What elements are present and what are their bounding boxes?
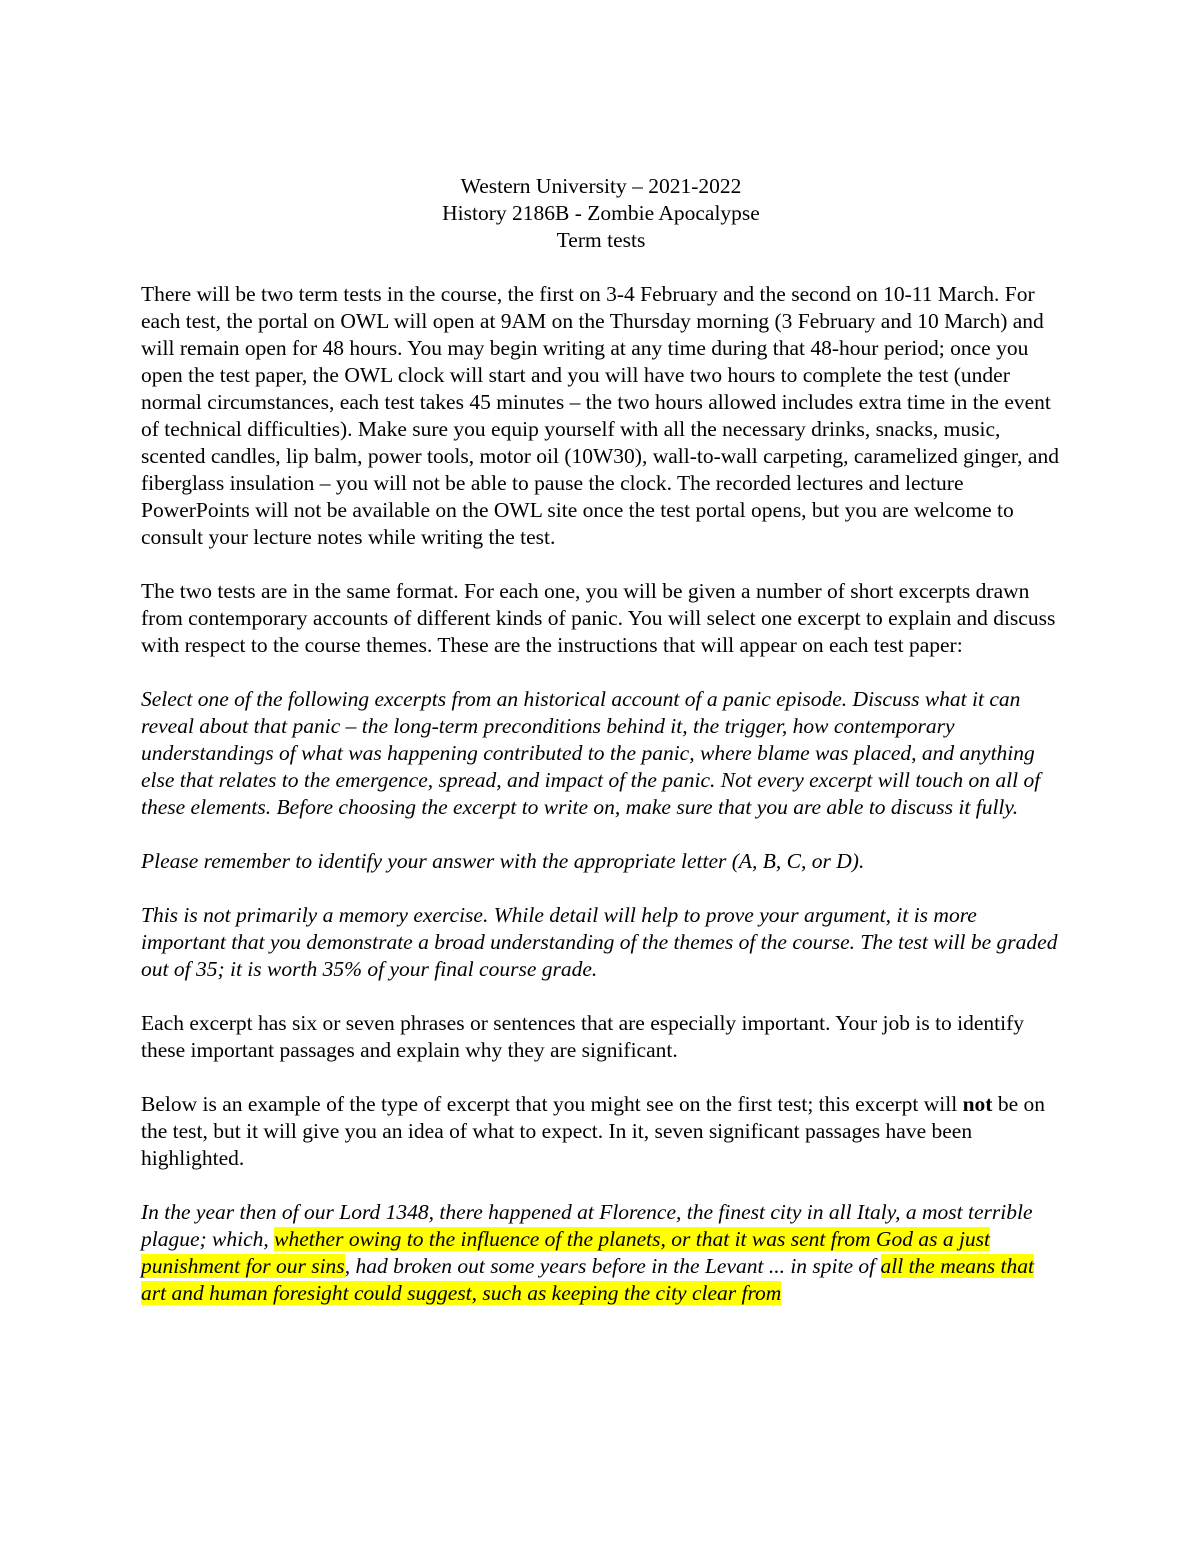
header-institution: Western University – 2021-2022	[460, 174, 742, 198]
instruction-identify-letter: Please remember to identify your answer with the appropriate letter (A, B, C, or D).	[141, 849, 865, 873]
instruction-select-excerpt: Select one of the following excerpts from an historical account of a panic episode. Discuss what it can reveal about that panic – the long-term preconditions behind it, the trigger, how contemporary understandings of what was happening contributed to the panic, where blame was placed, and anything else that relates to the emergence, spread, and impact of the panic. Not every excerpt will touch on all of these elements. Before choosing the excerpt to write on, make sure that you are able to discuss it fully.	[141, 687, 1041, 819]
paragraph-example-intro	[141, 1091, 1061, 1172]
document-body	[141, 173, 1061, 1334]
header-course: History 2186B - Zombie Apocalypse	[442, 201, 760, 225]
example-intro-text-1: Below is an example of the type of excerpt that you might see on the first test; this excerpt will	[141, 1092, 963, 1116]
example-intro-bold: not	[962, 1092, 993, 1116]
example-intro-text-2: be on the test, but it will give you an idea of what to expect. In it, seven significant passages have been highlighted.	[141, 1092, 1045, 1170]
paragraph-test-format: The two tests are in the same format. For each one, you will be given a number of short excerpts drawn from contemporary accounts of different kinds of panic. You will select one excerpt to explain and discuss with respect to the course themes. These are the instructions that will appear on each test paper:	[141, 579, 1056, 657]
paragraph-important-passages: Each excerpt has six or seven phrases or sentences that are especially important. Your job is to identify these important passages and explain why they are significant.	[141, 1011, 1025, 1062]
example-excerpt	[141, 1199, 1061, 1307]
excerpt-text-1: In the year then of our Lord 1348, there happened at Florence, the finest city in all Italy, a most terrible plague; which,	[141, 1200, 1033, 1251]
instruction-memory-exercise: This is not primarily a memory exercise. While detail will help to prove your argument, it is more important that you demonstrate a broad understanding of the themes of the course. The test will be graded out of 35; it is worth 35% of your final course grade.	[141, 903, 1058, 981]
document-header	[141, 173, 1061, 254]
paragraph-test-schedule: There will be two term tests in the course, the first on 3-4 February and the second on 10-11 March. For each test, the portal on OWL will open at 9AM on the Thursday morning (3 February and 10 March) and will remain open for 48 hours. You may begin writing at any time during that 48-hour period; once you open the test paper, the OWL clock will start and you will have two hours to complete the test (under normal circumstances, each test takes 45 minutes – the two hours allowed includes extra time in the event of technical difficulties). Make sure you equip yourself with all the necessary drinks, snacks, music, scented candles, lip balm, power tools, motor oil (10W30), wall-to-wall carpeting, caramelized ginger, and fiberglass insulation – you will not be able to pause the clock. The recorded lectures and lecture PowerPoints will not be available on the OWL site once the test portal opens, but you are welcome to consult your lecture notes while writing the test.	[141, 282, 1059, 549]
excerpt-highlight-2: all the means that art and human foresight could suggest, such as keeping the city clear from	[141, 1254, 1034, 1305]
excerpt-text-2: , had broken out some years before in the Levant ... in spite of	[344, 1254, 881, 1278]
excerpt-highlight-1: whether owing to the influence of the planets, or that it was sent from God as a just punishment for our sins	[141, 1227, 991, 1278]
header-title: Term tests	[556, 228, 646, 252]
